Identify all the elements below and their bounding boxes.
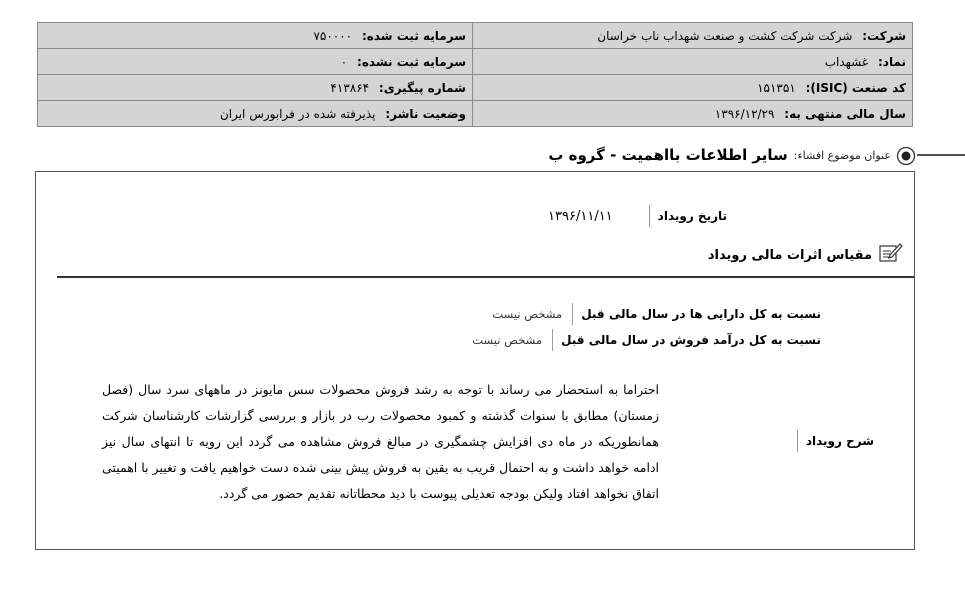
tracking-number-label: شماره پیگیری: xyxy=(378,80,466,95)
isic-label: کد صنعت (ISIC): xyxy=(805,80,906,95)
event-date-row xyxy=(548,205,727,227)
target-icon xyxy=(897,145,917,165)
fiscal-year-cell xyxy=(473,101,913,127)
company-value: شرکت شرکت کشت و صنعت شهداب ناب خراسان xyxy=(597,28,853,43)
event-date-value: ۱۳۹۶/۱۱/۱۱ xyxy=(548,208,613,224)
financial-effects-label: مقیاس اثرات مالی رویداد xyxy=(707,247,872,263)
subject-small-label: عنوان موضوع افشاء: xyxy=(793,148,891,162)
fiscal-year-label: سال مالی منتهی به: xyxy=(784,106,906,121)
unregistered-capital-value: ۰ xyxy=(340,54,348,69)
symbol-value: غشهداب xyxy=(824,54,869,69)
assets-ratio-row xyxy=(492,303,821,325)
assets-ratio-label: نسبت به کل دارایی ها در سال مالی قبل xyxy=(572,303,821,325)
registered-capital-cell xyxy=(38,23,473,49)
revenue-ratio-row xyxy=(472,329,821,351)
assets-ratio-value: مشخص نیست xyxy=(492,307,563,321)
subject-divider xyxy=(917,154,965,156)
fiscal-year-value: ۱۳۹۶/۱۲/۲۹ xyxy=(714,106,775,121)
unregistered-capital-cell xyxy=(38,49,473,75)
isic-value: ۱۵۱۳۵۱ xyxy=(757,80,796,95)
company-info-table xyxy=(37,22,913,127)
section-divider xyxy=(57,276,914,278)
publisher-status-cell xyxy=(38,101,473,127)
event-frame xyxy=(35,171,915,550)
description-text: احتراما به استحضار می رساند با توجه به رشد فروش محصولات سس مایونز در ماههای سرد سال (فصل زمستان) مطابق با سنوات گذشته و کمبود محصولات رب در بازار و بررسی گزارشات کارشناسان شرکت همانطوریکه در ماه دی افزایش چشمگیری در مبالغ فروش مشاهده می گردد این رویه تا انتهای سال نیز ادامه خواهد داشت و به احتمال قریب به یقین به فروش پیش بینی شده دست خواهیم یافت و تغییر با اهمیتی اتفاق نخواهد افتاد ولیکن بودجه تعدیلی پیوست با دید محطاتانه تقدیم حضور می گردد. xyxy=(102,382,659,501)
registered-capital-value: ۷۵۰۰۰۰ xyxy=(313,28,353,43)
publisher-status-label: وضعیت ناشر: xyxy=(385,106,466,121)
subject-heading xyxy=(548,142,917,168)
tracking-number-cell xyxy=(38,75,473,101)
edit-note-icon xyxy=(878,242,904,268)
description-label: شرح رویداد xyxy=(797,430,874,452)
company-label: شرکت: xyxy=(862,28,906,43)
publisher-status-value: پذیرفته شده در فرابورس ایران xyxy=(219,106,376,121)
tracking-number-value: ۴۱۳۸۶۴ xyxy=(330,80,370,95)
symbol-cell xyxy=(473,49,913,75)
revenue-ratio-label: نسبت به کل درآمد فروش در سال مالی قبل xyxy=(552,329,821,351)
revenue-ratio-value: مشخص نیست xyxy=(472,333,543,347)
unregistered-capital-label: سرمایه ثبت نشده: xyxy=(357,54,466,69)
financial-effects-title xyxy=(708,242,904,268)
event-date-label: تاریخ رویداد xyxy=(649,205,727,227)
symbol-label: نماد: xyxy=(877,54,906,69)
isic-cell xyxy=(473,75,913,101)
subject-title: سایر اطلاعات بااهمیت - گروه ب xyxy=(548,146,788,164)
registered-capital-label: سرمایه ثبت شده: xyxy=(361,28,466,43)
company-cell xyxy=(473,23,913,49)
